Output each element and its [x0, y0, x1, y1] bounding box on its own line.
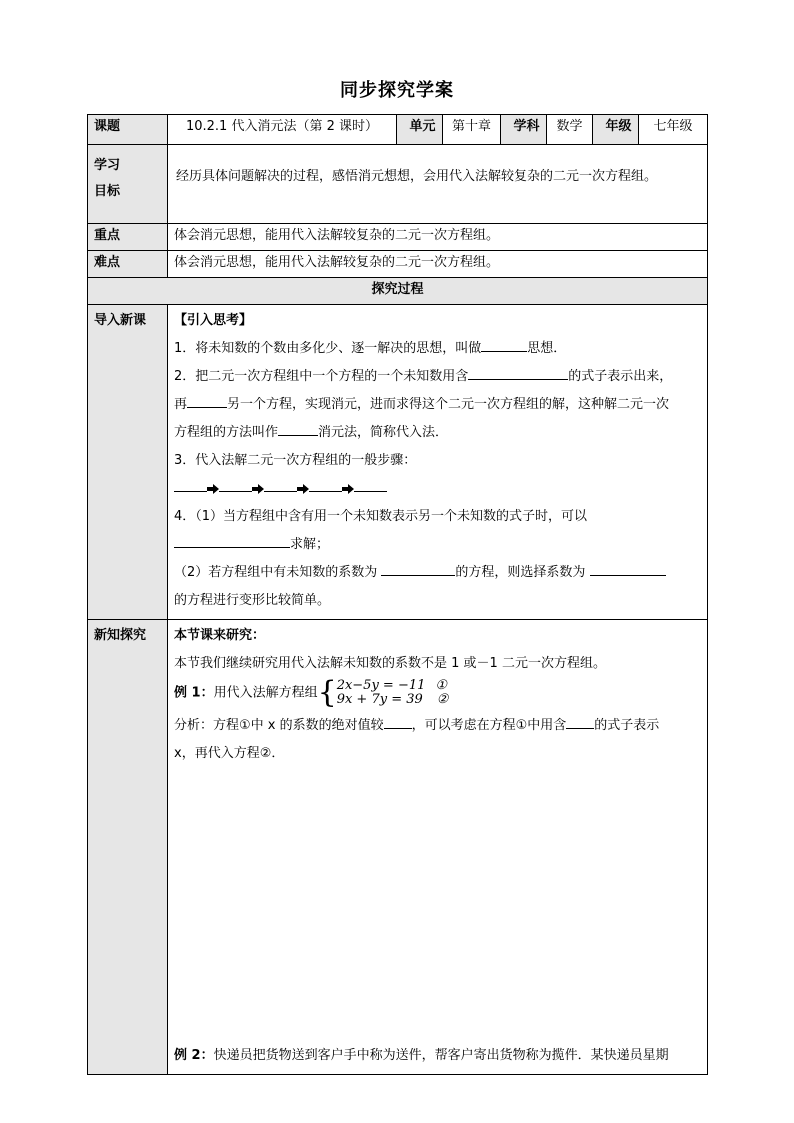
intro-question-1: [174, 335, 701, 363]
equation-1: 2x−5y = −11: [336, 678, 426, 693]
step-blank-4[interactable]: [309, 477, 342, 492]
q2-blank-2[interactable]: [187, 393, 227, 408]
objectives-text: 经历具体问题解决的过程，感悟消元想想，会用代入法解较复杂的二元一次方程组。: [168, 145, 708, 224]
new-knowledge-body: [174, 622, 701, 1042]
objectives-label-line2: 目标: [94, 184, 121, 199]
example-2: [174, 1042, 701, 1070]
intro-content: [168, 305, 708, 620]
intro-question-2: [174, 363, 701, 447]
difficulty-label: 难点: [88, 251, 168, 278]
analysis-text-d: x，再代入方程②．: [174, 746, 285, 761]
equation-1-mark: ①: [435, 678, 448, 693]
study-sheet-table: [87, 114, 708, 1075]
topic-label: 课题: [88, 115, 168, 145]
unit-label: 单元: [397, 115, 443, 145]
q4-text-d: 的方程，则选择系数为: [455, 565, 586, 580]
q2-blank-3[interactable]: [278, 421, 318, 436]
key-point-label: 重点: [88, 224, 168, 251]
step-blank-5[interactable]: [354, 477, 387, 492]
grade-label: 年级: [593, 115, 639, 145]
subject-value: 数学: [547, 115, 593, 145]
intro-label: 导入新课: [88, 305, 168, 620]
example-1-label: 例 1：: [174, 685, 214, 701]
equation-2: 9x + 7y = 39: [336, 692, 423, 707]
step-blank-3[interactable]: [264, 477, 297, 492]
intro-question-3: 3．代入法解二元一次方程组的一般步骤：: [174, 453, 417, 468]
q1-text-b: 思想．: [527, 341, 567, 356]
arrow-right-icon: [297, 484, 309, 494]
q4-blank-2[interactable]: [381, 561, 455, 576]
steps-row: [174, 475, 701, 503]
q4-text-c: （2）若方程组中有未知数的系数为: [174, 565, 378, 580]
q1-text-a: 1．将未知数的个数由多化少、逐一解决的思想，叫做: [174, 341, 482, 356]
arrow-right-icon: [252, 484, 264, 494]
q2-text-f: 消元法，简称代入法．: [318, 425, 449, 440]
q4-blank-1[interactable]: [174, 533, 290, 548]
key-point-text: 体会消元思想，能用代入法解较复杂的二元一次方程组。: [168, 224, 708, 251]
new-knowledge-row: [88, 620, 708, 1075]
analysis-blank-1[interactable]: [384, 714, 412, 729]
step-blank-2[interactable]: [219, 477, 252, 492]
new-knowledge-intro: 本节我们继续研究用代入法解未知数的系数不是 1 或－1 二元一次方程组。: [174, 656, 606, 671]
objectives-row: [88, 145, 708, 224]
q4-text-b: 求解；: [290, 537, 330, 552]
analysis-text-a: 分析：方程①中 x 的系数的绝对值较: [174, 718, 384, 733]
intro-heading: 【引入思考】: [174, 313, 253, 328]
q2-text-c: 再: [174, 397, 188, 412]
arrow-right-icon: [342, 484, 354, 494]
key-point-row: [88, 224, 708, 251]
analysis: [174, 712, 701, 768]
arrow-right-icon: [207, 484, 219, 494]
example-1-text: 用代入法解方程组: [213, 685, 318, 701]
difficulty-row: [88, 251, 708, 278]
header-row: [88, 115, 708, 145]
q2-text-e: 方程组的方法叫作: [174, 425, 279, 440]
q2-text-d: 另一个方程，实现消元，进而求得这个二元一次方程组的解，这种解二元一次: [227, 397, 670, 412]
q4-text-a: 4．（1）当方程组中含有用一个未知数表示另一个未知数的式子时，可以: [174, 509, 588, 524]
process-title: 探究过程: [88, 278, 708, 305]
equation-system: [317, 675, 449, 710]
new-knowledge-label: 新知探究: [88, 620, 168, 1075]
q4-text-e: 的方程进行变形比较简单。: [174, 593, 331, 608]
grade-value: 七年级: [639, 115, 708, 145]
intro-row: [88, 305, 708, 620]
q2-text-b: 的式子表示出来，: [568, 369, 673, 384]
objectives-label: [88, 145, 168, 224]
intro-question-4: [174, 503, 701, 615]
topic-value: 10.2.1 代入消元法（第 2 课时）: [168, 115, 397, 145]
q2-blank-1[interactable]: [468, 365, 568, 380]
example-2-text: 快递员把货物送到客户手中称为送件，帮客户寄出货物称为揽件．某快递员星期: [213, 1048, 669, 1063]
difficulty-text: 体会消元思想，能用代入法解较复杂的二元一次方程组。: [168, 251, 708, 278]
analysis-blank-2[interactable]: [566, 714, 594, 729]
q4-blank-3[interactable]: [590, 561, 666, 576]
new-knowledge-heading: 本节课来研究：: [174, 628, 266, 643]
brace-icon: {: [317, 675, 337, 710]
analysis-text-c: 的式子表示: [594, 718, 660, 733]
document-title: 同步探究学案: [340, 80, 454, 101]
example-1: [174, 675, 701, 710]
analysis-text-b: ，可以考虑在方程①中用含: [411, 718, 567, 733]
process-header-row: [88, 278, 708, 305]
new-knowledge-content: [168, 620, 708, 1075]
objectives-label-line1: 学习: [94, 158, 121, 173]
equation-2-mark: ②: [436, 692, 449, 707]
equation-lines: [337, 679, 449, 707]
subject-label: 学科: [501, 115, 547, 145]
q1-blank[interactable]: [481, 337, 527, 352]
unit-value: 第十章: [443, 115, 501, 145]
step-blank-1[interactable]: [174, 477, 207, 492]
q2-text-a: 2．把二元一次方程组中一个方程的一个未知数用含: [174, 369, 469, 384]
example-2-label: 例 2：: [174, 1048, 214, 1063]
